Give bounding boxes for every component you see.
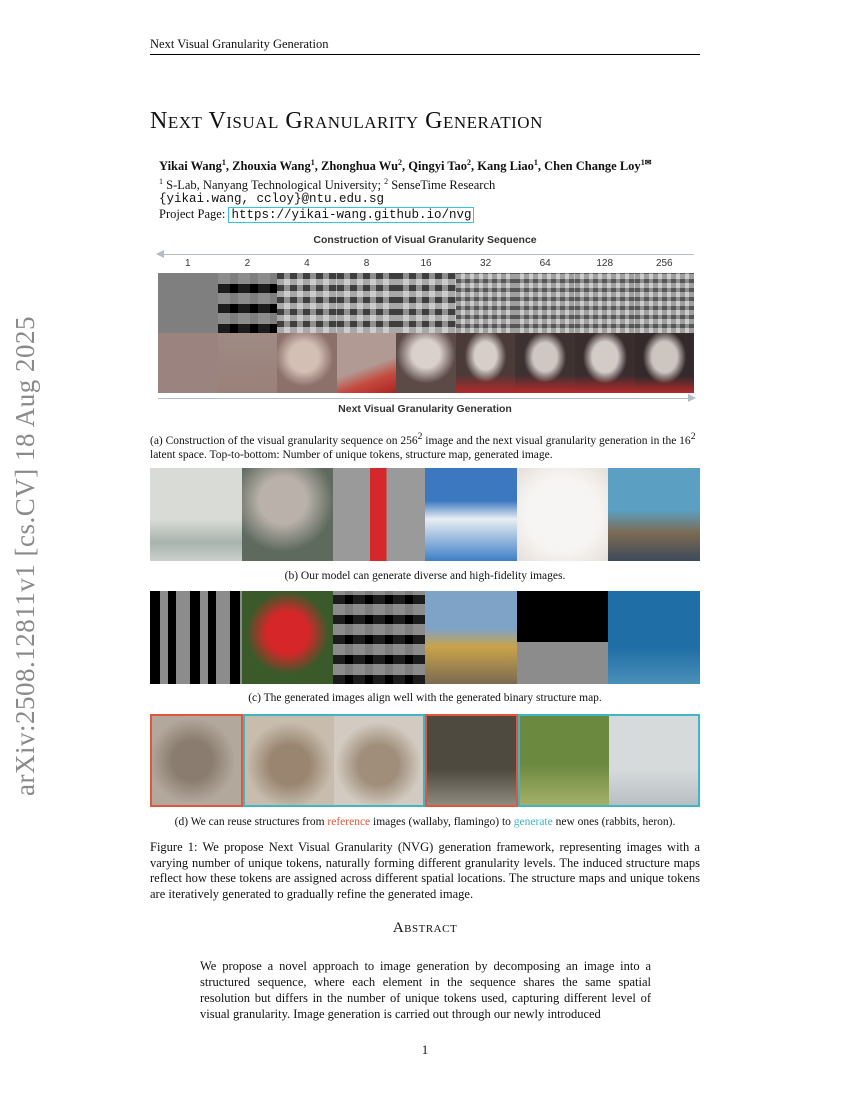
author: Qingyi Tao — [408, 159, 468, 174]
heron-generated-image — [518, 714, 609, 807]
lighthouse-image — [333, 468, 425, 561]
panel-c-images — [150, 591, 700, 684]
panel-c-caption: (c) The generated images align well with the generated binary structure map. — [248, 692, 602, 704]
fireboat-image — [425, 468, 517, 561]
flamingo-reference-image — [425, 714, 518, 807]
stupa-image — [425, 591, 517, 684]
abstract-heading: Abstract — [392, 920, 458, 936]
abstract-text: We propose a novel approach to image generation by decomposing an image into a structured sequence, where each element in the sequence shares the same spatial resolution but differs in the number of unique tokens used, capturing different level of visual granularity. Image generation is carried out through our newly introduced — [200, 959, 651, 1021]
left-arrow — [158, 254, 694, 255]
panel-a-top-title: Construction of Visual Granularity Sequence — [313, 234, 537, 246]
generated-image — [635, 333, 695, 393]
panel-a-bottom-title: Next Visual Granularity Generation — [338, 403, 512, 415]
rabbit-generated-image — [243, 714, 334, 807]
shark-image — [608, 591, 700, 684]
author: Kang Liao — [477, 159, 534, 174]
project-url-link[interactable]: https://yikai-wang.github.io/nvg — [228, 207, 474, 223]
generated-image — [337, 333, 397, 393]
structure-map — [158, 273, 218, 333]
generated-image — [158, 333, 218, 393]
parrot-image — [242, 591, 334, 684]
author-emails: {yikai.wang, ccloy}@ntu.edu.sg — [159, 192, 385, 206]
coral-reef-image — [608, 468, 700, 561]
arxiv-stamp: arXiv:2508.12811v1 [cs.CV] 18 Aug 2025 — [10, 316, 40, 796]
level-label: 8 — [363, 258, 370, 269]
generated-image — [575, 333, 635, 393]
level-label: 2 — [244, 258, 251, 269]
level-label: 256 — [655, 258, 673, 269]
figure-caption: Figure 1: We propose Next Visual Granularity (NVG) generation framework, representing images with a varying number of unique tokens, naturally forming different granularity levels. The induced structure maps reflect how these tokens are assigned across different spatial locations. The structure maps and unique tokens are iteratively generated to gradually refine the generated image. — [150, 840, 700, 901]
project-page: Project Page: https://yikai-wang.github.io/nvg — [159, 207, 474, 222]
paper-title: Next Visual Granularity Generation — [150, 108, 543, 134]
wallaby-reference-image — [150, 714, 243, 807]
structure-map — [277, 273, 337, 333]
level-label: 16 — [420, 258, 432, 269]
author-list: Yikai Wang$^1$, Zhouxia Wang$^1$, Zhonghua Wu$^2$, Qingyi Tao$^2$, Kang Liao$^1$, Chen Change Loy$^{1✉}$ — [159, 158, 652, 174]
affiliations: $^1$ S-Lab, Nanyang Technological University; $^2$ SenseTime Research — [159, 177, 496, 193]
generated-image — [218, 333, 278, 393]
level-label: 1 — [185, 258, 191, 269]
maltese-dog-image — [517, 468, 609, 561]
panel-d-caption: (d) We can reuse structures from reference images (wallaby, flamingo) to generate new ones (rabbits, heron). — [174, 816, 676, 828]
panel-d-images — [150, 714, 700, 807]
author: Zhonghua Wu — [321, 159, 399, 174]
structure-map-strip — [158, 273, 694, 333]
generated-image — [515, 333, 575, 393]
author: Yikai Wang — [159, 159, 222, 174]
page-number: 1 — [421, 1043, 429, 1057]
author: Zhouxia Wang — [232, 159, 311, 174]
level-label: 64 — [539, 258, 551, 269]
structure-map — [515, 273, 575, 333]
structure-map — [333, 591, 425, 684]
rabbit-generated-image — [334, 714, 425, 807]
structure-map — [396, 273, 456, 333]
heron-generated-image — [609, 714, 700, 807]
structure-map — [517, 591, 609, 684]
structure-map — [635, 273, 695, 333]
level-label: 4 — [304, 258, 310, 269]
level-label: 32 — [480, 258, 492, 269]
structure-map — [218, 273, 278, 333]
granularity-levels — [158, 258, 694, 269]
ostrich-image — [242, 468, 334, 561]
structure-map — [150, 591, 242, 684]
header-rule — [150, 54, 700, 55]
structure-map — [575, 273, 635, 333]
running-head: Next Visual Granularity Generation — [150, 37, 329, 51]
generated-image — [456, 333, 516, 393]
structure-map — [337, 273, 397, 333]
author: Chen Change Loy — [544, 159, 641, 174]
generated-image — [396, 333, 456, 393]
generated-image — [277, 333, 337, 393]
panel-b-images — [150, 468, 700, 561]
sandpiper-image — [150, 468, 242, 561]
right-arrow — [158, 398, 694, 399]
envelope-icon: ✉ — [644, 158, 652, 167]
structure-map — [456, 273, 516, 333]
panel-a-caption: (a) Construction of the visual granularity sequence on $256^2$ image and the next visual granularity generation in the $16^2$ latent space. Top-to-bottom: Number of unique tokens, structure map, generated image. — [150, 431, 696, 461]
level-label: 128 — [596, 258, 614, 269]
panel-b-caption: (b) Our model can generate diverse and high-fidelity images. — [284, 570, 566, 582]
generated-image-strip — [158, 333, 694, 393]
